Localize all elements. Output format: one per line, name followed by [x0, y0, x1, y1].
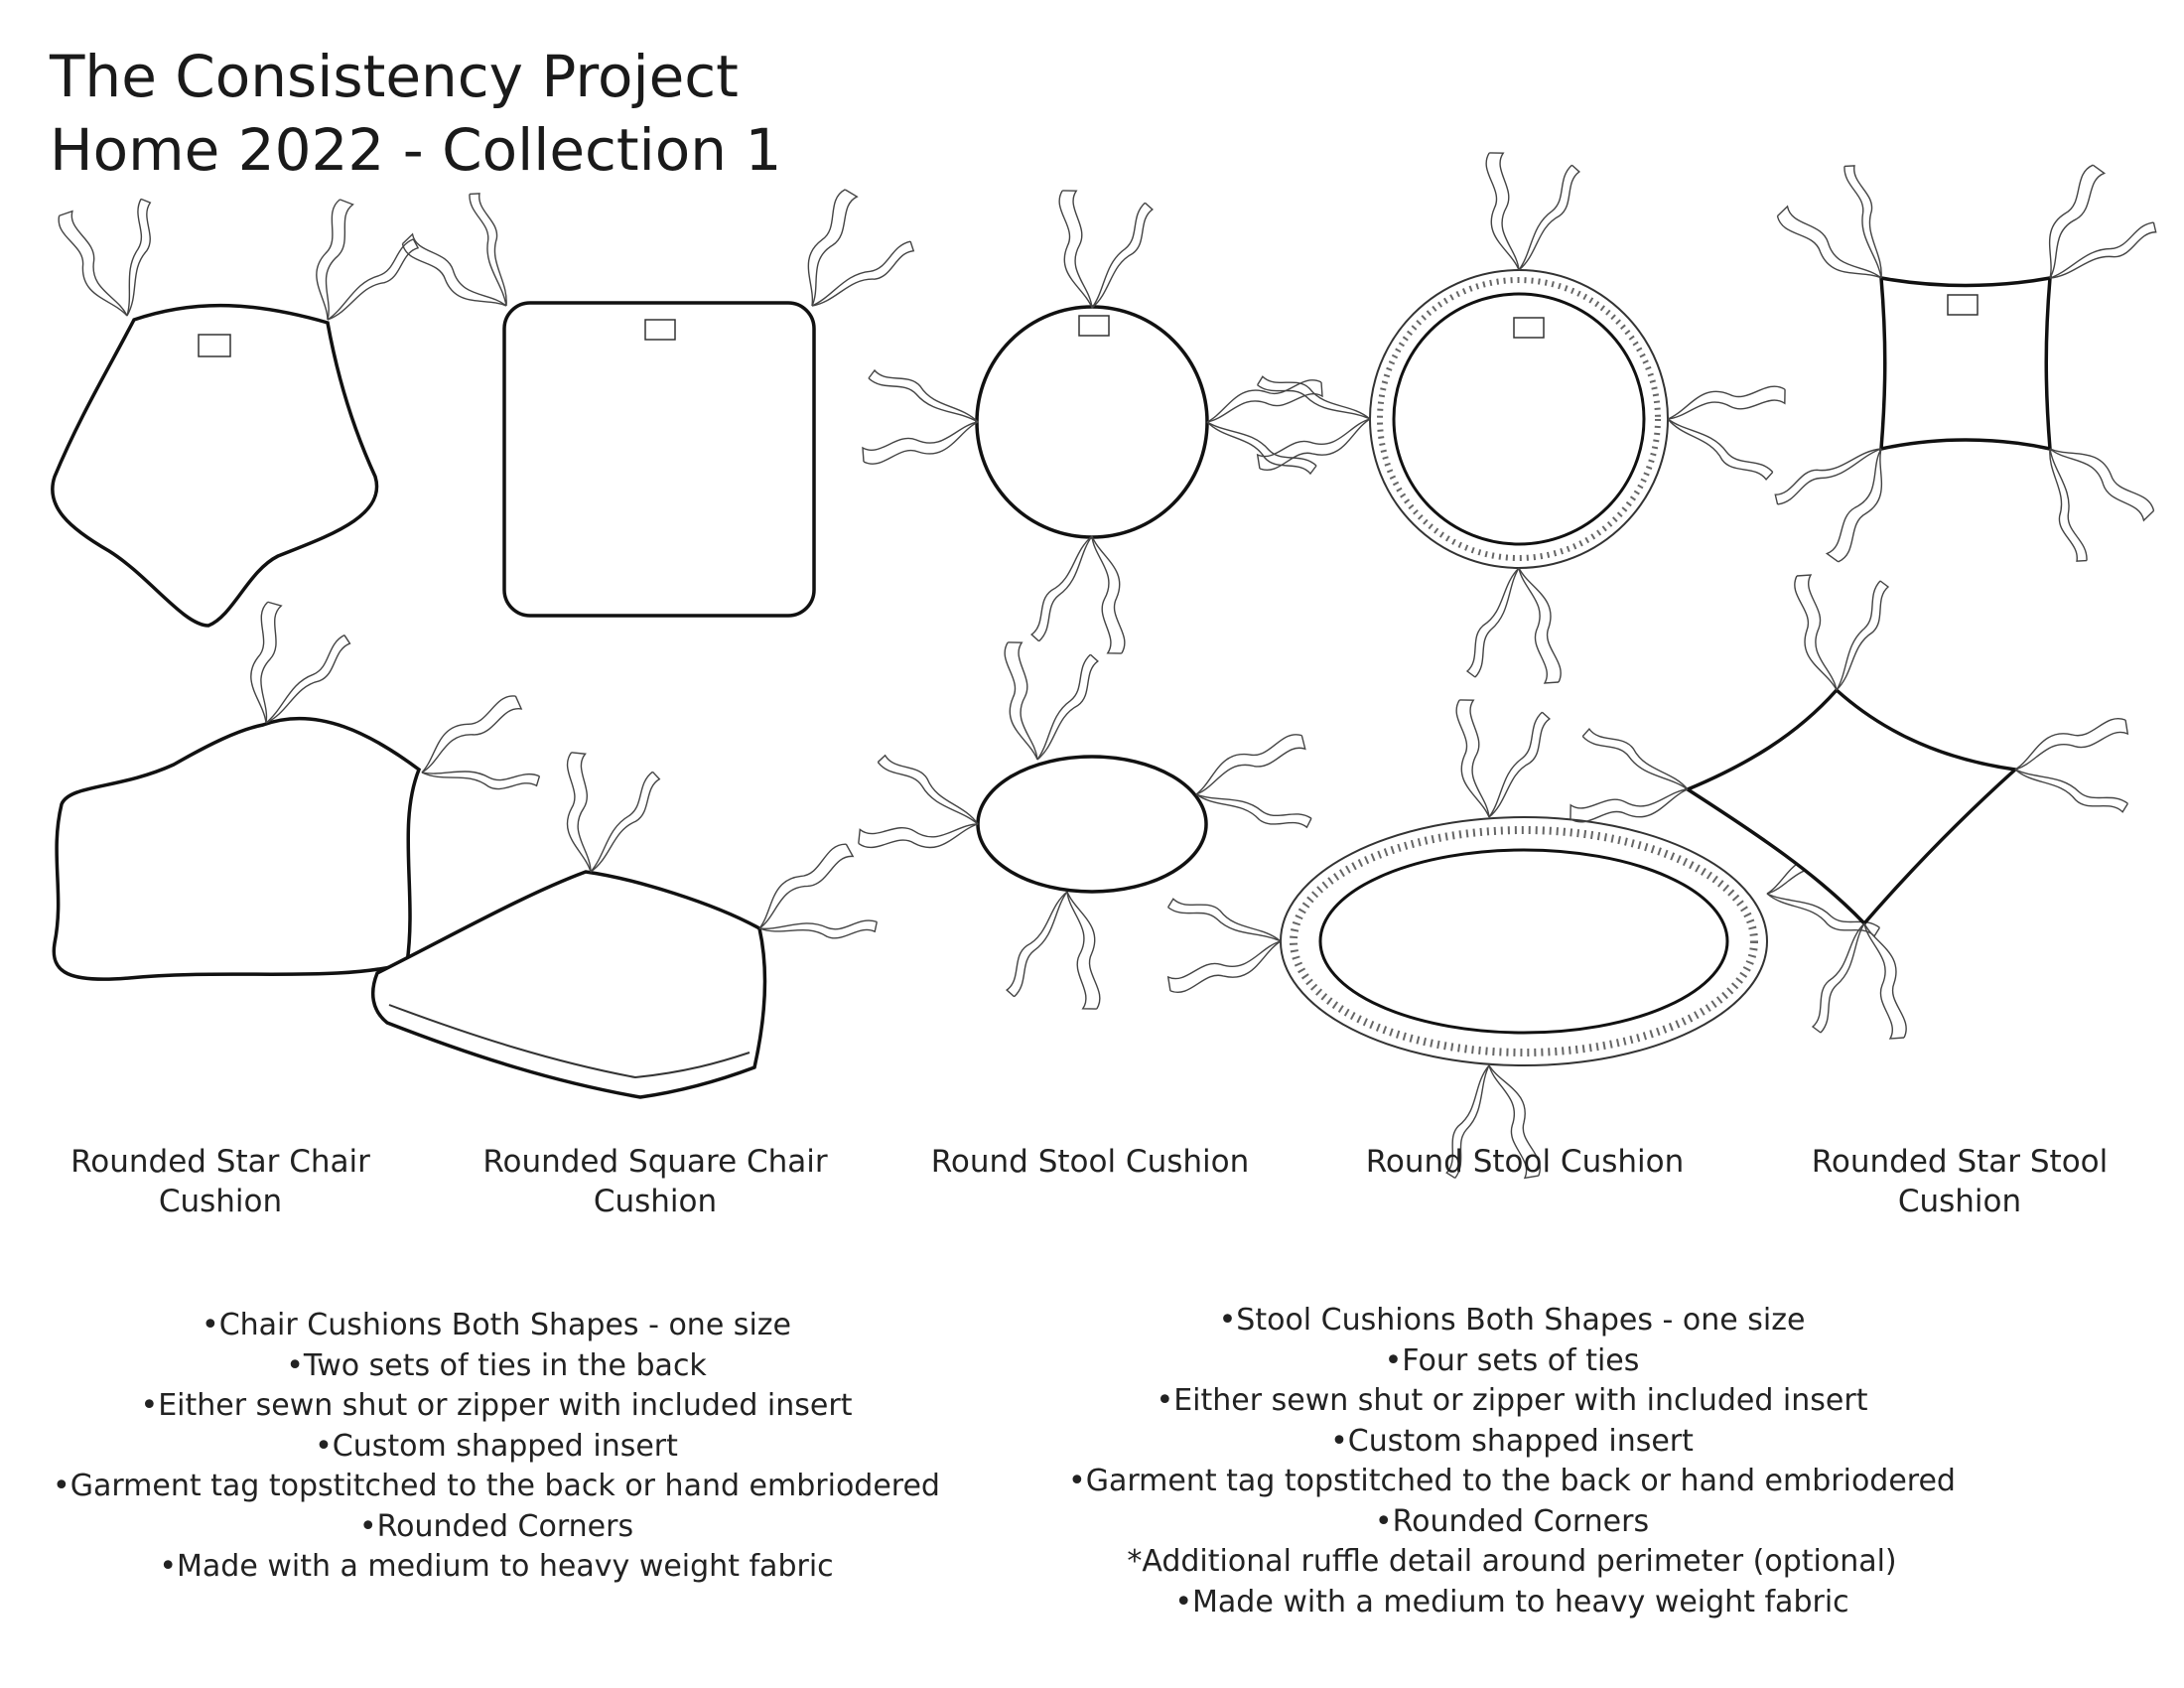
note-line: •Rounded Corners	[1374, 1503, 1650, 1539]
round-stool-cushion-ruffle-top	[1251, 152, 1786, 683]
note-line: •Chair Cushions Both Shapes - one size	[202, 1308, 791, 1342]
label-rounded-star-stool	[1761, 1142, 2158, 1221]
rounded-square-chair-cushion-top	[400, 185, 920, 616]
stool-notes	[1065, 1301, 1959, 1622]
note-line: •Two sets of ties in the back	[286, 1347, 707, 1383]
label-round-stool	[891, 1142, 1289, 1182]
label-text: Rounded Square Chair Cushion	[482, 1144, 828, 1219]
round-stool-cushion-bottom	[857, 641, 1318, 1010]
note-line: •Made with a medium to heavy weight fabric	[159, 1549, 834, 1584]
note-line: •Four sets of ties	[1384, 1342, 1640, 1378]
note-line: •Made with a medium to heavy weight fabric	[1174, 1584, 1849, 1619]
note-line: •Either sewn shut or zipper with included insert	[140, 1388, 853, 1423]
label-round-stool-ruffle	[1326, 1142, 1723, 1182]
note-line: •Garment tag topstitched to the back or hand embriodered	[1068, 1464, 1956, 1498]
chair-notes	[50, 1306, 943, 1588]
note-line: •Rounded Corners	[358, 1508, 634, 1544]
note-line: •Custom shapped insert	[1330, 1423, 1694, 1459]
title-line-1: The Consistency Project	[50, 43, 739, 110]
note-line: *Additional ruffle detail around perimeter (optional)	[1127, 1544, 1897, 1579]
note-line: •Garment tag topstitched to the back or hand embriodered	[53, 1469, 940, 1503]
rounded-star-chair-cushion-top	[53, 191, 423, 626]
note-line: •Stool Cushions Both Shapes - one size	[1218, 1303, 1806, 1337]
rounded-star-stool-cushion-top	[1768, 157, 2164, 571]
title-line-2: Home 2022 - Collection 1	[50, 116, 782, 184]
round-stool-cushion-top	[863, 190, 1322, 654]
note-line: •Custom shapped insert	[315, 1428, 678, 1464]
label-text: Round Stool Cushion	[1365, 1144, 1685, 1180]
label-rounded-star-chair	[22, 1142, 419, 1221]
rounded-square-chair-cushion-bottom	[373, 751, 886, 1097]
label-text: Rounded Star Chair Cushion	[70, 1144, 370, 1219]
label-text: Rounded Star Stool Cushion	[1811, 1144, 2109, 1219]
label-text: Round Stool Cushion	[930, 1144, 1250, 1180]
note-line: •Either sewn shut or zipper with included insert	[1156, 1383, 1868, 1418]
label-rounded-square-chair	[457, 1142, 854, 1221]
